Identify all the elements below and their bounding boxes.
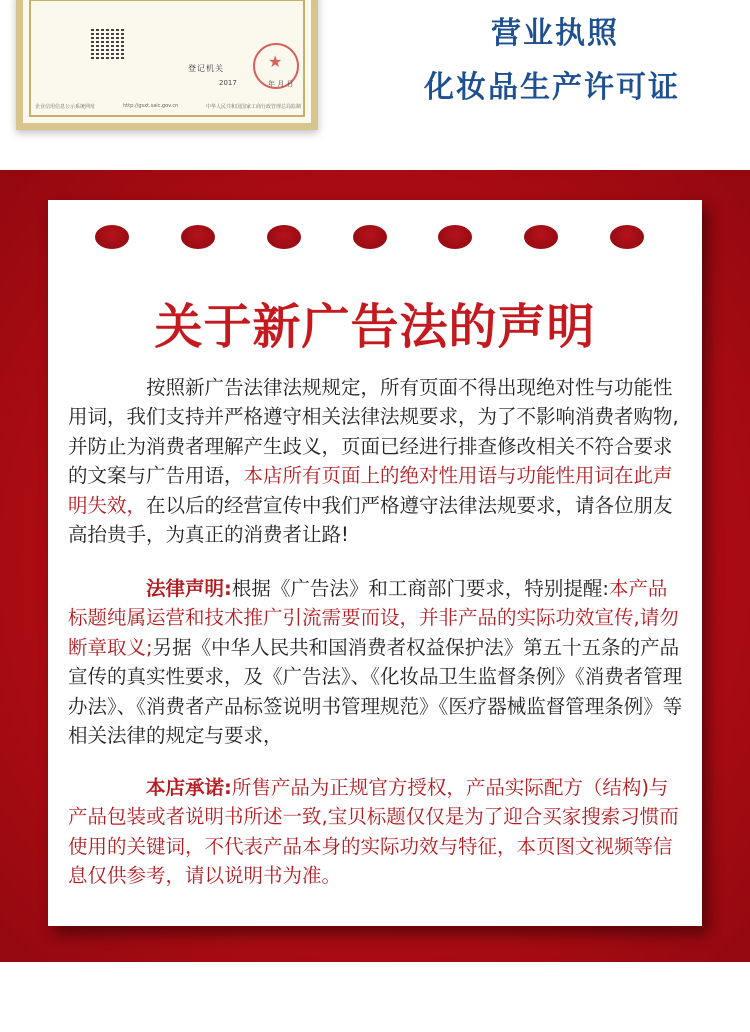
paragraph2-text-b: 另据《中华人民共和国消费者权益保护法》第五十五条的产品宣传的真实性要求，及《广告法》、《化妆品卫生监督条例》《消费者管理办法》、《消费者产品标签说明书管理规范》《医疗器械监督管理条例》等相关法律的规定与要求， — [68, 635, 683, 748]
binder-hole-icon — [524, 225, 558, 249]
binder-hole-icon — [353, 225, 387, 249]
paragraph1-text-a: 按照新广告法律法规规定，所有页面不得出现绝对性与功能性用词，我们支持并严格遵守相关法律法规要求，为了不影响消费者购物,并防止为消费者理解产生歧义，页面已经进行排查修改相关不符合要求的文案与广告用语， — [68, 376, 679, 488]
paragraph2-highlight: 本产品标题纯属运营和技术推广引流需要而设，并非产品的实际功效宣传,请勿断章取义; — [68, 577, 679, 659]
paragraph1-text-b: 在以后的经营宣传中我们严格遵守法律法规要求，请各位朋友高抬贵手，为真正的消费者让路! — [68, 493, 673, 547]
binder-hole-icon — [267, 225, 301, 249]
bottom-spacer — [0, 962, 750, 1032]
registration-year: 2017 — [219, 79, 237, 87]
business-license-title: 营业执照 — [491, 16, 619, 51]
binder-hole-icon — [438, 225, 472, 249]
binder-hole-icon — [610, 225, 644, 249]
certificate-footer-right: 中华人民共和国国家工商行政管理总局监制 — [205, 104, 301, 110]
binder-hole-icon — [181, 225, 215, 249]
legal-statement-lead: 法律声明: — [146, 577, 232, 600]
paragraph1-highlight: 本店所有页面上的绝对性用语与功能性用词在此声明失效， — [68, 464, 673, 517]
business-license-certificate-image — [16, 0, 318, 130]
store-commitment-lead: 本店承诺: — [146, 776, 232, 799]
store-commitment-paragraph — [68, 773, 686, 891]
qr-code-icon — [91, 29, 125, 59]
notice-heading: 关于新广告法的声明 — [154, 299, 596, 355]
legal-statement-paragraph — [68, 574, 686, 750]
notice-card — [48, 200, 702, 926]
certificate-footer-url: http://gsxt.saic.gov.cn — [123, 103, 179, 109]
registration-date-suffix: 年 月 日 — [268, 80, 294, 88]
paragraph2-text-a: 根据《广告法》和工商部门要求，特别提醒: — [231, 577, 609, 600]
binder-hole-icon — [95, 225, 129, 249]
paragraph3-highlight: 所售产品为正规官方授权，产品实际配方（结构)与产品包装或者说明书所述一致,宝贝标题仅仅是为了迎合买家搜索习惯而使用的关键词，不代表产品本身的实际功效与特征，本页图文视频等信息仅供参考，请以说明书为准。 — [68, 776, 679, 888]
seal-star-icon: ★ — [268, 52, 283, 71]
advertising-law-paragraph — [68, 373, 686, 549]
header-section — [0, 0, 750, 170]
certificate-footer-left: 企业信用信息公示系统网址 — [35, 104, 96, 110]
cosmetics-license-title: 化妆品生产许可证 — [424, 70, 680, 105]
registration-authority-label: 登记机关 — [188, 64, 224, 73]
